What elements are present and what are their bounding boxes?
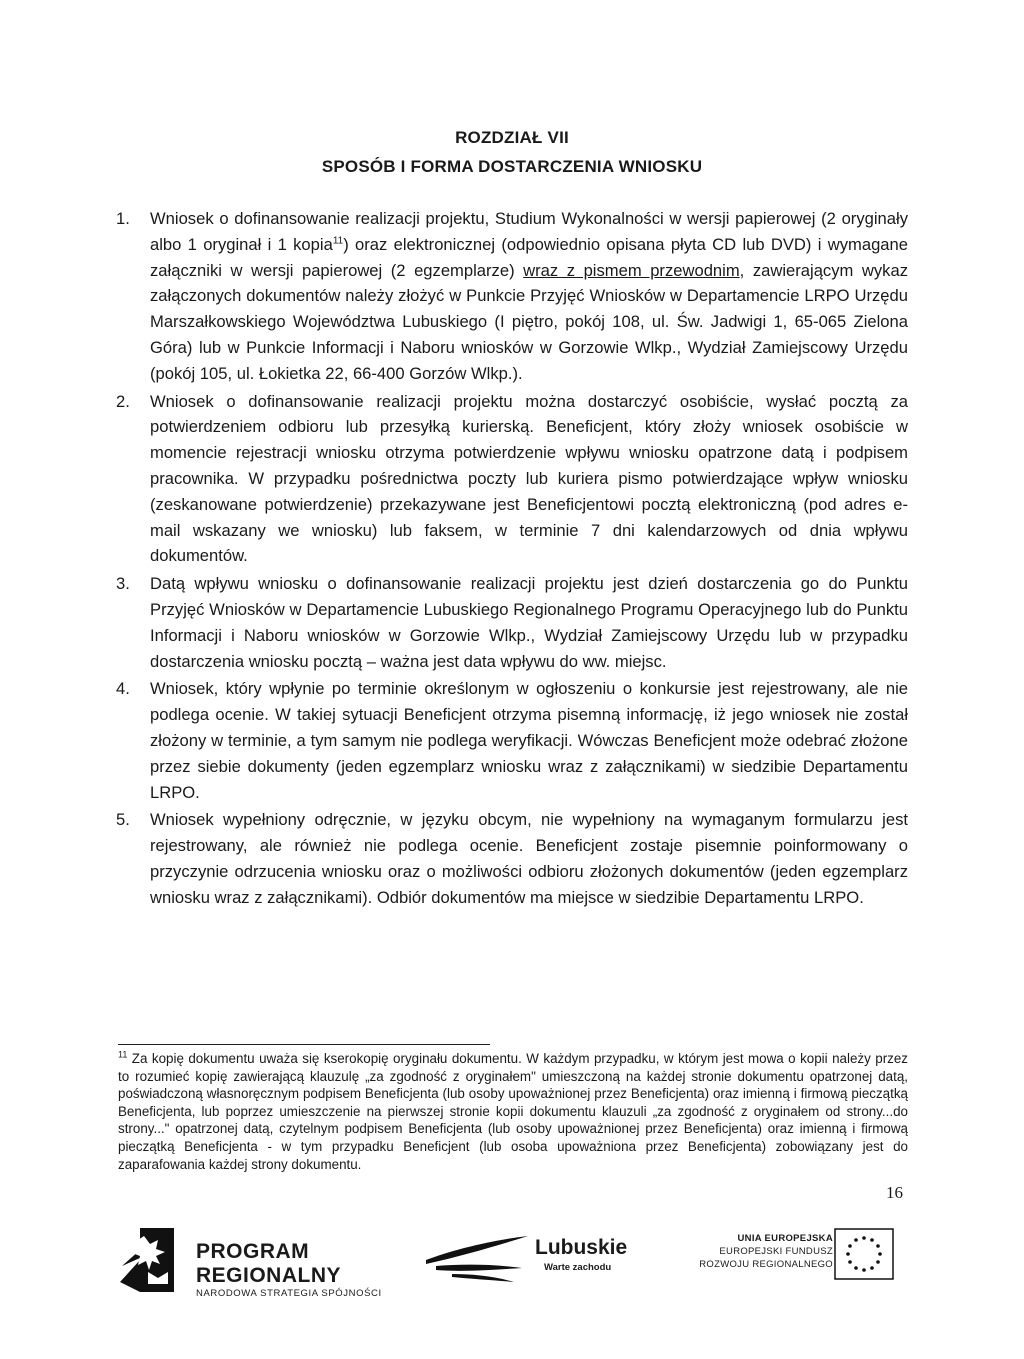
list-item <box>116 206 908 387</box>
program-logo-line1: PROGRAM <box>196 1240 310 1263</box>
underlined-text: wraz z pismem przewodnim, <box>523 260 745 280</box>
footnote-text: Za kopię dokumentu uważa się kserokopię oryginału dokumentu. W każdym przypadku, w którym jest mowa o kopii należy przez to rozumieć kopię zawierającą klauzulę „za zgodność z oryginałem" umieszczoną na każdej stronie dokumentu opatrzonej datą, poświadczoną własnoręcznym podpisem Beneficjenta (lub osoby upoważnionej przez Beneficjenta) oraz imienną i firmową pieczątką Beneficjenta, lub poprzez umieszczenie na pierwszej stronie kopii dokumentu klauzuli „za zgodność z oryginałem od strony...do strony..." opatrzonej datą, czytelnym podpisem Beneficjenta (lub osoby upoważnionej przez Beneficjenta) oraz imienną i firmową pieczątką Beneficjenta - w tym przypadku Beneficjent (lub osoba upoważniona przez Beneficjenta) zobowiązany jest do zaparafowania każdej strony dokumentu. <box>118 1051 908 1172</box>
program-regionalny-logo <box>118 1222 408 1302</box>
item-number: 4. <box>116 679 130 699</box>
item-text: Wniosek o dofinansowanie realizacji projektu, Studium Wykonalności w wersji papierowej (2 oryginały albo 1 oryginał i 1 kopia <box>150 209 908 254</box>
numbered-list <box>116 206 908 913</box>
chapter-heading: ROZDZIAŁ VII <box>455 128 569 147</box>
item-text: Wniosek wypełniony odręcznie, w języku obcym, nie wypełniony na wymaganym formularzu jest rejestrowany, ale również nie podlega ocenie. Beneficjent zostaje pisemnie poinformowany o przyczynie odrzucenia wniosku oraz o możliwości odbioru złożonych dokumentów (jeden egzemplarz wniosku wraz z załącznikami). Odbiór dokumentów ma miejsce w siedzibie Departamentu LRPO. <box>150 810 908 907</box>
item-text: zawierającym wykaz załączonych dokumentów należy złożyć w Punkcie Przyjęć Wniosków w Departamencie LRPO Urzędu Marszałkowskiego Województwa Lubuskiego (I piętro, pokój 108, ul. Św. Jadwigi 1, 65-065 Zielona Góra) lub w Punkcie Informacji i Naboru wniosków w Gorzowie Wlkp., Wydział Zamiejscowy Urzędu (pokój 105, ul. Łokietka 22, 66-400 Gorzów Wlkp.). <box>150 260 908 383</box>
list-item <box>116 807 908 910</box>
list-item <box>116 676 908 805</box>
lubuskie-name: Lubuskie <box>535 1236 628 1259</box>
item-number: 1. <box>116 209 130 228</box>
footnote-divider <box>118 1044 490 1045</box>
item-number: 2. <box>116 391 130 411</box>
eu-flag-icon <box>834 1228 894 1280</box>
program-regionalny-logo-icon <box>118 1222 176 1300</box>
item-number: 3. <box>116 574 130 594</box>
eu-logo-line3: ROZWOJU REGIONALNEGO <box>699 1259 833 1270</box>
footnote-ref: 11 <box>332 235 344 247</box>
lubuskie-tagline: Warte zachodu <box>544 1262 612 1273</box>
chapter-title: SPOSÓB I FORMA DOSTARCZENIA WNIOSKU <box>321 157 703 176</box>
program-logo-line2: REGIONALNY <box>196 1264 342 1287</box>
list-item <box>116 389 908 570</box>
page-number: 16 <box>886 1183 903 1202</box>
footnote-marker: 11 <box>118 1049 128 1060</box>
list-item <box>116 571 908 674</box>
item-text: Datą wpływu wniosku o dofinansowanie realizacji projektu jest dzień dostarczenia go do Punktu Przyjęć Wniosków w Departamencie Lubuskiego Regionalnego Programu Operacyjnego lub do Punktu Informacji i Naboru wniosków w Gorzowie Wlkp., Wydział Zamiejscowy Urzędu lub w przypadku dostarczenia wniosku pocztą – ważna jest data wpływu do ww. miejsc. <box>150 574 908 671</box>
footnote <box>118 1050 908 1173</box>
eu-logo-line1: UNIA EUROPEJSKA <box>737 1233 833 1244</box>
eu-logo-line2: EUROPEJSKI FUNDUSZ <box>719 1246 833 1257</box>
lubuskie-swoosh-icon <box>422 1234 530 1284</box>
item-text: Wniosek, który wpłynie po terminie określonym w ogłoszeniu o konkursie jest rejestrowany, ale nie podlega ocenie. W takiej sytuacji Beneficjent otrzyma pisemną informację, iż jego wniosek nie został złożony w terminie, a tym samym nie podlega weryfikacji. Wówczas Beneficjent może odebrać złożone przez siebie dokumenty (jeden egzemplarz wniosku wraz z załącznikami) w siedzibie Departamentu LRPO. <box>150 679 908 802</box>
item-number: 5. <box>116 810 130 830</box>
eu-logo <box>688 1232 918 1292</box>
program-logo-line3: NARODOWA STRATEGIA SPÓJNOŚCI <box>196 1288 382 1299</box>
lubuskie-logo <box>422 1226 632 1296</box>
item-text: ) oraz elektronicznej (odpowiednio opisana płyta CD lub DVD) i wymagane załączniki w wersji papierowej (2 egzemplarze) <box>150 234 908 280</box>
item-text: Wniosek o dofinansowanie realizacji projektu można dostarczyć osobiście, wysłać pocztą za potwierdzeniem odbioru lub przesyłką kurierską. Beneficjent, który złoży wniosek osobiście w momencie rejestracji wniosku otrzyma potwierdzenie wpływu wniosku opatrzone datą i podpisem pracownika. W przypadku pośrednictwa poczty lub kuriera pismo potwierdzające wpływ wniosku (zeskanowane potwierdzenie) przekazywane jest Beneficjentowi pocztą elektroniczną (pod adres e-mail wskazany we wniosku) lub faksem, w terminie 7 dni kalendarzowych od dnia wpływu dokumentów. <box>150 391 908 566</box>
